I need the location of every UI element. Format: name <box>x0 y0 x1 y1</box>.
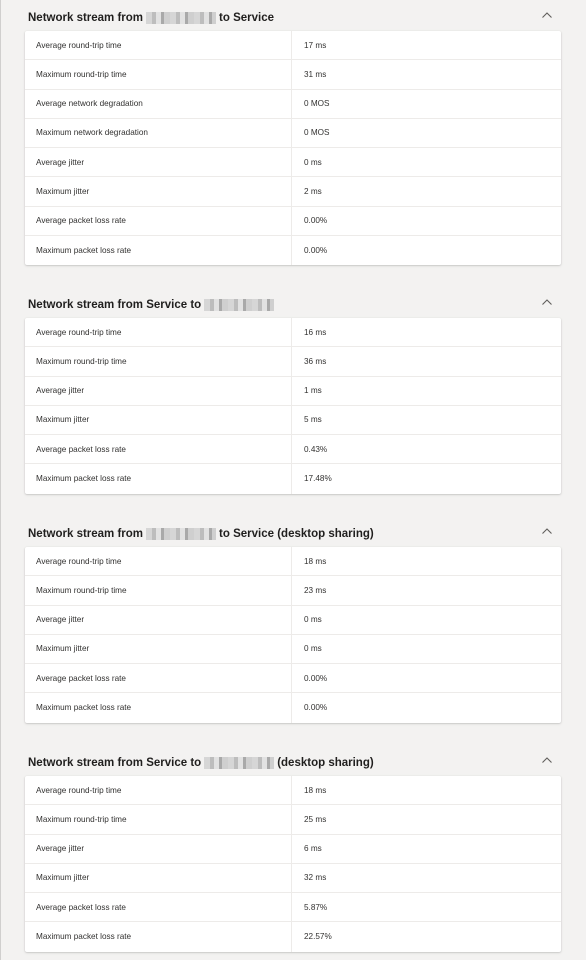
table-row <box>25 922 561 951</box>
metric-value: 32 ms <box>304 873 327 883</box>
title-prefix: Network stream from Service to <box>28 299 202 311</box>
section-title <box>28 299 277 311</box>
title-suffix: to Service <box>219 12 275 24</box>
metric-value: 6 ms <box>304 844 322 854</box>
table-row <box>25 606 561 635</box>
metric-value: 22.57% <box>304 932 332 942</box>
metric-value: 2 ms <box>304 186 322 196</box>
table-row <box>25 635 561 664</box>
table-row <box>25 776 561 805</box>
table-row <box>25 148 561 177</box>
metric-value: 1 ms <box>304 386 322 396</box>
title-suffix: (desktop sharing) <box>277 757 374 769</box>
metric-label: Average packet loss rate <box>25 664 292 692</box>
table-row <box>25 576 561 605</box>
network-stream-section-4 <box>1 745 586 942</box>
stats-card <box>25 776 561 952</box>
chevron-up-icon[interactable] <box>541 755 553 765</box>
table-row <box>25 464 561 493</box>
metric-label: Average packet loss rate <box>25 435 292 463</box>
table-row <box>25 835 561 864</box>
metric-label: Maximum network degradation <box>25 119 292 147</box>
metric-value: 17 ms <box>304 40 327 50</box>
table-row <box>25 693 561 722</box>
metric-label: Maximum packet loss rate <box>25 922 292 951</box>
metric-value: 0 MOS <box>304 99 330 109</box>
table-row <box>25 347 561 376</box>
metric-label: Maximum round-trip time <box>25 347 292 375</box>
metric-label: Average jitter <box>25 377 292 405</box>
metric-label: Maximum round-trip time <box>25 576 292 604</box>
table-row <box>25 60 561 89</box>
metric-label: Maximum packet loss rate <box>25 464 292 493</box>
stats-card <box>25 547 561 723</box>
network-stream-section-1 <box>1 0 586 255</box>
table-row <box>25 318 561 347</box>
chevron-up-icon[interactable] <box>541 10 553 20</box>
metric-label: Maximum jitter <box>25 635 292 663</box>
metric-label: Average round-trip time <box>25 31 292 59</box>
metric-value: 0.00% <box>304 703 328 713</box>
metric-label: Average jitter <box>25 835 292 863</box>
title-prefix: Network stream from Service to <box>28 757 202 769</box>
table-row <box>25 177 561 206</box>
metric-label: Average jitter <box>25 148 292 176</box>
redacted-name <box>204 757 274 769</box>
chevron-up-icon[interactable] <box>541 526 553 536</box>
table-row <box>25 864 561 893</box>
section-title <box>28 757 374 769</box>
metric-value: 0.00% <box>304 245 328 255</box>
metric-value: 0.00% <box>304 673 328 683</box>
metric-value: 0 ms <box>304 157 322 167</box>
redacted-name <box>146 528 216 540</box>
table-row <box>25 377 561 406</box>
metric-label: Average packet loss rate <box>25 893 292 921</box>
redacted-name <box>146 12 216 24</box>
section-header[interactable] <box>1 516 586 546</box>
title-suffix: to Service (desktop sharing) <box>219 528 374 540</box>
metric-value: 5 ms <box>304 415 322 425</box>
section-title <box>28 12 274 24</box>
metric-value: 0.00% <box>304 216 328 226</box>
title-prefix: Network stream from <box>28 528 144 540</box>
table-row <box>25 547 561 576</box>
metric-label: Maximum jitter <box>25 406 292 434</box>
table-row <box>25 893 561 922</box>
section-header[interactable] <box>1 745 586 775</box>
chevron-up-icon[interactable] <box>541 297 553 307</box>
metric-value: 0 ms <box>304 615 322 625</box>
metric-label: Maximum jitter <box>25 177 292 205</box>
redacted-name <box>204 299 274 311</box>
metric-value: 16 ms <box>304 327 327 337</box>
metric-value: 0 ms <box>304 644 322 654</box>
metric-label: Average jitter <box>25 606 292 634</box>
table-row <box>25 236 561 265</box>
section-header[interactable] <box>1 0 586 30</box>
metric-value: 36 ms <box>304 356 327 366</box>
metric-value: 0.43% <box>304 444 328 454</box>
stats-card <box>25 318 561 494</box>
metric-value: 23 ms <box>304 585 327 595</box>
table-row <box>25 31 561 60</box>
metric-value: 18 ms <box>304 556 327 566</box>
table-row <box>25 90 561 119</box>
title-prefix: Network stream from <box>28 12 144 24</box>
metric-label: Average round-trip time <box>25 776 292 804</box>
network-stream-section-2 <box>1 287 586 484</box>
network-stream-section-3 <box>1 516 586 713</box>
metric-value: 25 ms <box>304 814 327 824</box>
metric-label: Maximum round-trip time <box>25 805 292 833</box>
section-title <box>28 528 374 540</box>
stats-card <box>25 31 561 265</box>
metric-value: 5.87% <box>304 902 328 912</box>
metric-value: 0 MOS <box>304 128 330 138</box>
metric-label: Maximum round-trip time <box>25 60 292 88</box>
metric-label: Maximum jitter <box>25 864 292 892</box>
table-row <box>25 406 561 435</box>
metric-label: Average network degradation <box>25 90 292 118</box>
metric-label: Maximum packet loss rate <box>25 693 292 722</box>
metric-value: 17.48% <box>304 474 332 484</box>
metric-value: 18 ms <box>304 785 327 795</box>
table-row <box>25 435 561 464</box>
metric-label: Average round-trip time <box>25 318 292 346</box>
metric-label: Average round-trip time <box>25 547 292 575</box>
section-header[interactable] <box>1 287 586 317</box>
table-row <box>25 805 561 834</box>
metric-label: Maximum packet loss rate <box>25 236 292 265</box>
table-row <box>25 119 561 148</box>
table-row <box>25 207 561 236</box>
metric-label: Average packet loss rate <box>25 207 292 235</box>
metric-value: 31 ms <box>304 69 327 79</box>
table-row <box>25 664 561 693</box>
